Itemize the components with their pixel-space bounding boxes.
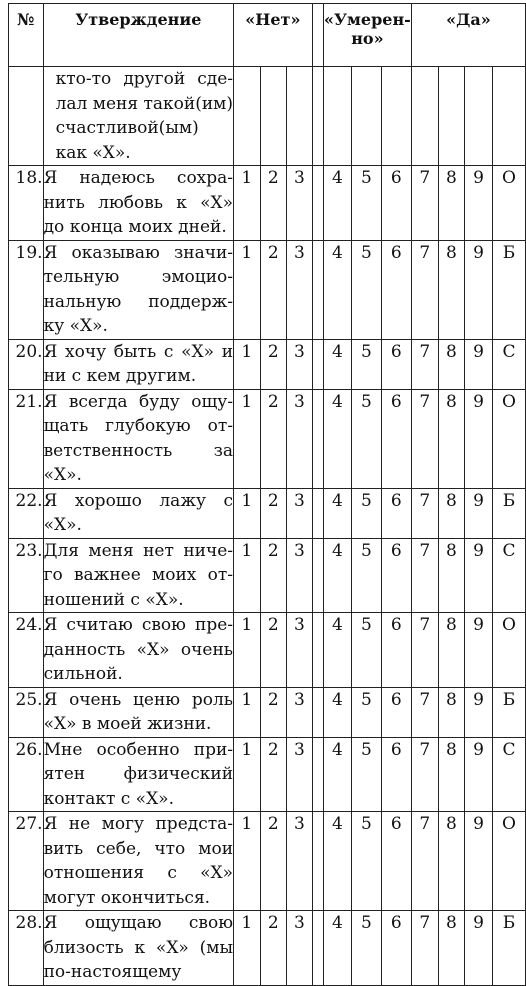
statement-line: ку «X».: [43, 316, 108, 336]
score-option[interactable]: 1: [234, 737, 261, 812]
questionnaire-table: [8, 3, 526, 986]
statement-line: отношения с «X»: [43, 863, 234, 883]
score-option[interactable]: 6: [381, 389, 411, 488]
item-row: [9, 812, 526, 911]
item-number: 23.: [9, 538, 44, 613]
statement-line: Я хочу быть с «X» и: [43, 341, 234, 362]
score-option[interactable]: 4: [324, 737, 352, 812]
score-option[interactable]: 6: [381, 240, 411, 339]
score-option[interactable]: 1: [234, 812, 261, 911]
score-option[interactable]: 4: [324, 166, 352, 241]
score-option[interactable]: 2: [260, 812, 287, 911]
item-row: [9, 737, 526, 812]
header-number: №: [9, 4, 44, 67]
score-option[interactable]: 7: [411, 737, 438, 812]
score-option[interactable]: 2: [260, 737, 287, 812]
item-statement: [43, 812, 233, 911]
score-option[interactable]: 4: [324, 613, 352, 688]
score-option[interactable]: 7: [411, 812, 438, 911]
score-option[interactable]: 8: [438, 240, 464, 339]
statement-line: тельную эмоцио-: [43, 267, 234, 287]
score-option[interactable]: 8: [438, 166, 464, 241]
score-cell: [260, 67, 287, 166]
statement-line: сильной.: [43, 664, 123, 684]
score-option[interactable]: 8: [438, 687, 464, 737]
item-number: 28.: [9, 911, 44, 986]
item-row: [9, 488, 526, 538]
header-yes: «Да»: [411, 4, 525, 67]
statement-line: Мне особенно при-: [43, 739, 234, 760]
score-cell: [381, 67, 411, 166]
score-option[interactable]: 1: [234, 538, 261, 613]
score-option[interactable]: 7: [411, 240, 438, 339]
score-option[interactable]: 6: [381, 737, 411, 812]
item-statement: [43, 613, 233, 688]
score-option[interactable]: 7: [411, 166, 438, 241]
score-option[interactable]: 1: [234, 339, 261, 389]
item-number: 19.: [9, 240, 44, 339]
score-option[interactable]: 9: [465, 812, 493, 911]
score-option[interactable]: 6: [381, 613, 411, 688]
gap-cell: [312, 911, 323, 986]
score-option[interactable]: 1: [234, 613, 261, 688]
score-option[interactable]: 8: [438, 538, 464, 613]
score-option[interactable]: 9: [465, 389, 493, 488]
subscale-code: С: [493, 737, 526, 812]
continuation-statement: [43, 67, 233, 166]
item-number: 24.: [9, 613, 44, 688]
score-option[interactable]: 2: [260, 538, 287, 613]
score-option[interactable]: 1: [234, 389, 261, 488]
score-option[interactable]: 7: [411, 687, 438, 737]
subscale-code: О: [493, 166, 526, 241]
gap-cell: [312, 488, 323, 538]
item-statement: [43, 240, 233, 339]
subscale-code: О: [493, 812, 526, 911]
gap-cell: [312, 67, 323, 166]
score-option[interactable]: 9: [465, 687, 493, 737]
statement-line: Я считаю свою пре-: [43, 615, 234, 635]
score-option[interactable]: 6: [381, 538, 411, 613]
score-option[interactable]: 9: [465, 166, 493, 241]
score-option[interactable]: 8: [438, 911, 464, 986]
score-option[interactable]: 2: [260, 339, 287, 389]
score-option[interactable]: 5: [351, 911, 381, 986]
score-option[interactable]: 1: [234, 911, 261, 986]
item-row: [9, 339, 526, 389]
gap-cell: [312, 687, 323, 737]
score-option[interactable]: 3: [287, 166, 313, 241]
statement-line: Я надеюсь сохра-: [43, 168, 234, 188]
statement-line: Я всегда буду ощу-: [43, 391, 234, 412]
statement-line: Для меня нет ниче-: [43, 540, 234, 561]
header-moderate-line1: «Умерен-: [324, 10, 411, 29]
gap-cell: [312, 538, 323, 613]
score-option[interactable]: 4: [324, 488, 352, 538]
score-cell: [465, 67, 493, 166]
subscale-code: Б: [493, 687, 526, 737]
score-option[interactable]: 9: [465, 339, 493, 389]
score-option[interactable]: 4: [324, 538, 352, 613]
statement-line: ни с кем другим.: [43, 366, 197, 386]
score-option[interactable]: 5: [351, 240, 381, 339]
score-option[interactable]: 8: [438, 737, 464, 812]
statement-line: кто-то другой сде-: [55, 69, 234, 89]
score-option[interactable]: 6: [381, 166, 411, 241]
item-row: [9, 389, 526, 488]
item-number: 18.: [9, 166, 44, 241]
gap-cell: [312, 339, 323, 389]
score-option[interactable]: 1: [234, 166, 261, 241]
continuation-number: [9, 67, 44, 166]
score-option[interactable]: 3: [287, 737, 313, 812]
item-row: [9, 613, 526, 688]
score-option[interactable]: 5: [351, 812, 381, 911]
score-option[interactable]: 6: [381, 339, 411, 389]
header-moderate-line2: но»: [351, 29, 384, 48]
score-option[interactable]: 5: [351, 389, 381, 488]
score-option[interactable]: 6: [381, 812, 411, 911]
score-option[interactable]: 3: [287, 812, 313, 911]
statement-line: как «X».: [55, 142, 131, 163]
score-option[interactable]: 4: [324, 240, 352, 339]
score-option[interactable]: 2: [260, 613, 287, 688]
item-number: 20.: [9, 339, 44, 389]
score-option[interactable]: 7: [411, 488, 438, 538]
score-option[interactable]: 5: [351, 166, 381, 241]
statement-line: близость к «X» (мы: [43, 937, 234, 958]
statement-line: Я очень ценю роль: [43, 689, 234, 710]
score-option[interactable]: 6: [381, 488, 411, 538]
item-row: [9, 687, 526, 737]
score-option[interactable]: 5: [351, 488, 381, 538]
subscale-code: Б: [493, 911, 526, 986]
score-option[interactable]: 3: [287, 538, 313, 613]
statement-line: Я ощущаю свою: [43, 913, 234, 933]
item-row: [9, 240, 526, 339]
table-body: [9, 67, 526, 986]
score-option[interactable]: 7: [411, 911, 438, 986]
score-option[interactable]: 4: [324, 812, 352, 911]
statement-line: го важнее моих от-: [43, 565, 234, 585]
code-cell: [493, 67, 526, 166]
score-option[interactable]: 4: [324, 687, 352, 737]
score-option[interactable]: 7: [411, 389, 438, 488]
score-option[interactable]: 6: [381, 911, 411, 986]
score-option[interactable]: 7: [411, 613, 438, 688]
score-option[interactable]: 2: [260, 687, 287, 737]
score-option[interactable]: 5: [351, 737, 381, 812]
subscale-code: Б: [493, 488, 526, 538]
statement-line: счастливой(ым): [55, 118, 199, 138]
score-option[interactable]: 5: [351, 538, 381, 613]
statement-line: Я оказываю значи-: [43, 242, 234, 263]
score-option[interactable]: 8: [438, 339, 464, 389]
score-option[interactable]: 9: [465, 737, 493, 812]
score-option[interactable]: 4: [324, 389, 352, 488]
gap-cell: [312, 166, 323, 241]
statement-line: «X» в моей жизни.: [43, 714, 212, 734]
subscale-code: О: [493, 613, 526, 688]
subscale-code: Б: [493, 240, 526, 339]
item-statement: [43, 538, 233, 613]
item-row: [9, 538, 526, 613]
score-option[interactable]: 1: [234, 687, 261, 737]
item-row: [9, 166, 526, 241]
statement-line: «X».: [43, 465, 82, 485]
score-option[interactable]: 3: [287, 911, 313, 986]
score-cell: [411, 67, 438, 166]
item-row: [9, 911, 526, 986]
score-option[interactable]: 3: [287, 240, 313, 339]
statement-line: Я хорошо лажу с: [43, 490, 234, 511]
statement-line: ветственность за: [43, 440, 234, 461]
score-option[interactable]: 8: [438, 488, 464, 538]
statement-line: вить себе, что мои: [43, 838, 234, 859]
header-statement: Утверждение: [43, 4, 233, 67]
gap-cell: [312, 812, 323, 911]
score-option[interactable]: 3: [287, 488, 313, 538]
subscale-code: О: [493, 389, 526, 488]
score-cell: [438, 67, 464, 166]
statement-line: Я не могу предста-: [43, 814, 234, 834]
score-option[interactable]: 5: [351, 613, 381, 688]
score-option[interactable]: 1: [234, 488, 261, 538]
item-statement: [43, 911, 233, 986]
statement-line: ношений с «X».: [43, 589, 184, 610]
item-number: 21.: [9, 389, 44, 488]
score-option[interactable]: 4: [324, 339, 352, 389]
score-option[interactable]: 7: [411, 538, 438, 613]
score-option[interactable]: 4: [324, 911, 352, 986]
statement-line: по-настоящему: [43, 962, 182, 982]
statement-line: могут окончиться.: [43, 887, 211, 908]
score-option[interactable]: 3: [287, 389, 313, 488]
score-option[interactable]: 8: [438, 812, 464, 911]
gap-cell: [312, 240, 323, 339]
item-statement: [43, 687, 233, 737]
score-option[interactable]: 1: [234, 240, 261, 339]
score-cell: [351, 67, 381, 166]
header-no: «Нет»: [234, 4, 313, 67]
gap-cell: [312, 389, 323, 488]
statement-line: до конца моих дней.: [43, 217, 227, 237]
score-option[interactable]: 2: [260, 389, 287, 488]
statement-line: «X».: [43, 515, 82, 535]
item-statement: [43, 389, 233, 488]
statement-line: контакт с «X».: [43, 788, 174, 809]
item-number: 22.: [9, 488, 44, 538]
score-option[interactable]: 9: [465, 488, 493, 538]
statement-line: щать глубокую от-: [43, 416, 234, 436]
score-option[interactable]: 2: [260, 488, 287, 538]
score-option[interactable]: 5: [351, 687, 381, 737]
score-option[interactable]: 6: [381, 687, 411, 737]
score-option[interactable]: 3: [287, 339, 313, 389]
item-number: 25.: [9, 687, 44, 737]
header-row: [9, 4, 526, 67]
item-statement: [43, 339, 233, 389]
score-cell: [234, 67, 261, 166]
statement-line: нить любовь к «X»: [43, 192, 234, 213]
score-option[interactable]: 9: [465, 240, 493, 339]
score-option[interactable]: 2: [260, 166, 287, 241]
score-option[interactable]: 2: [260, 911, 287, 986]
statement-line: ятен физический: [43, 764, 234, 784]
continuation-row: [9, 67, 526, 166]
gap-cell: [312, 613, 323, 688]
item-statement: [43, 166, 233, 241]
statement-line: лал меня такой(им): [55, 93, 234, 114]
score-cell: [324, 67, 352, 166]
score-option[interactable]: 8: [438, 389, 464, 488]
score-option[interactable]: 8: [438, 613, 464, 688]
item-number: 26.: [9, 737, 44, 812]
score-option[interactable]: 9: [465, 911, 493, 986]
statement-line: данность «X» очень: [43, 639, 234, 660]
header-gap: [312, 4, 323, 67]
score-cell: [287, 67, 313, 166]
item-statement: [43, 488, 233, 538]
subscale-code: С: [493, 339, 526, 389]
header-moderate: [324, 4, 412, 67]
score-option[interactable]: 3: [287, 687, 313, 737]
score-option[interactable]: 5: [351, 339, 381, 389]
score-option[interactable]: 9: [465, 538, 493, 613]
subscale-code: С: [493, 538, 526, 613]
score-option[interactable]: 9: [465, 613, 493, 688]
item-number: 27.: [9, 812, 44, 911]
item-statement: [43, 737, 233, 812]
score-option[interactable]: 7: [411, 339, 438, 389]
score-option[interactable]: 3: [287, 613, 313, 688]
score-option[interactable]: 2: [260, 240, 287, 339]
gap-cell: [312, 737, 323, 812]
statement-line: нальную поддерж-: [43, 291, 234, 312]
